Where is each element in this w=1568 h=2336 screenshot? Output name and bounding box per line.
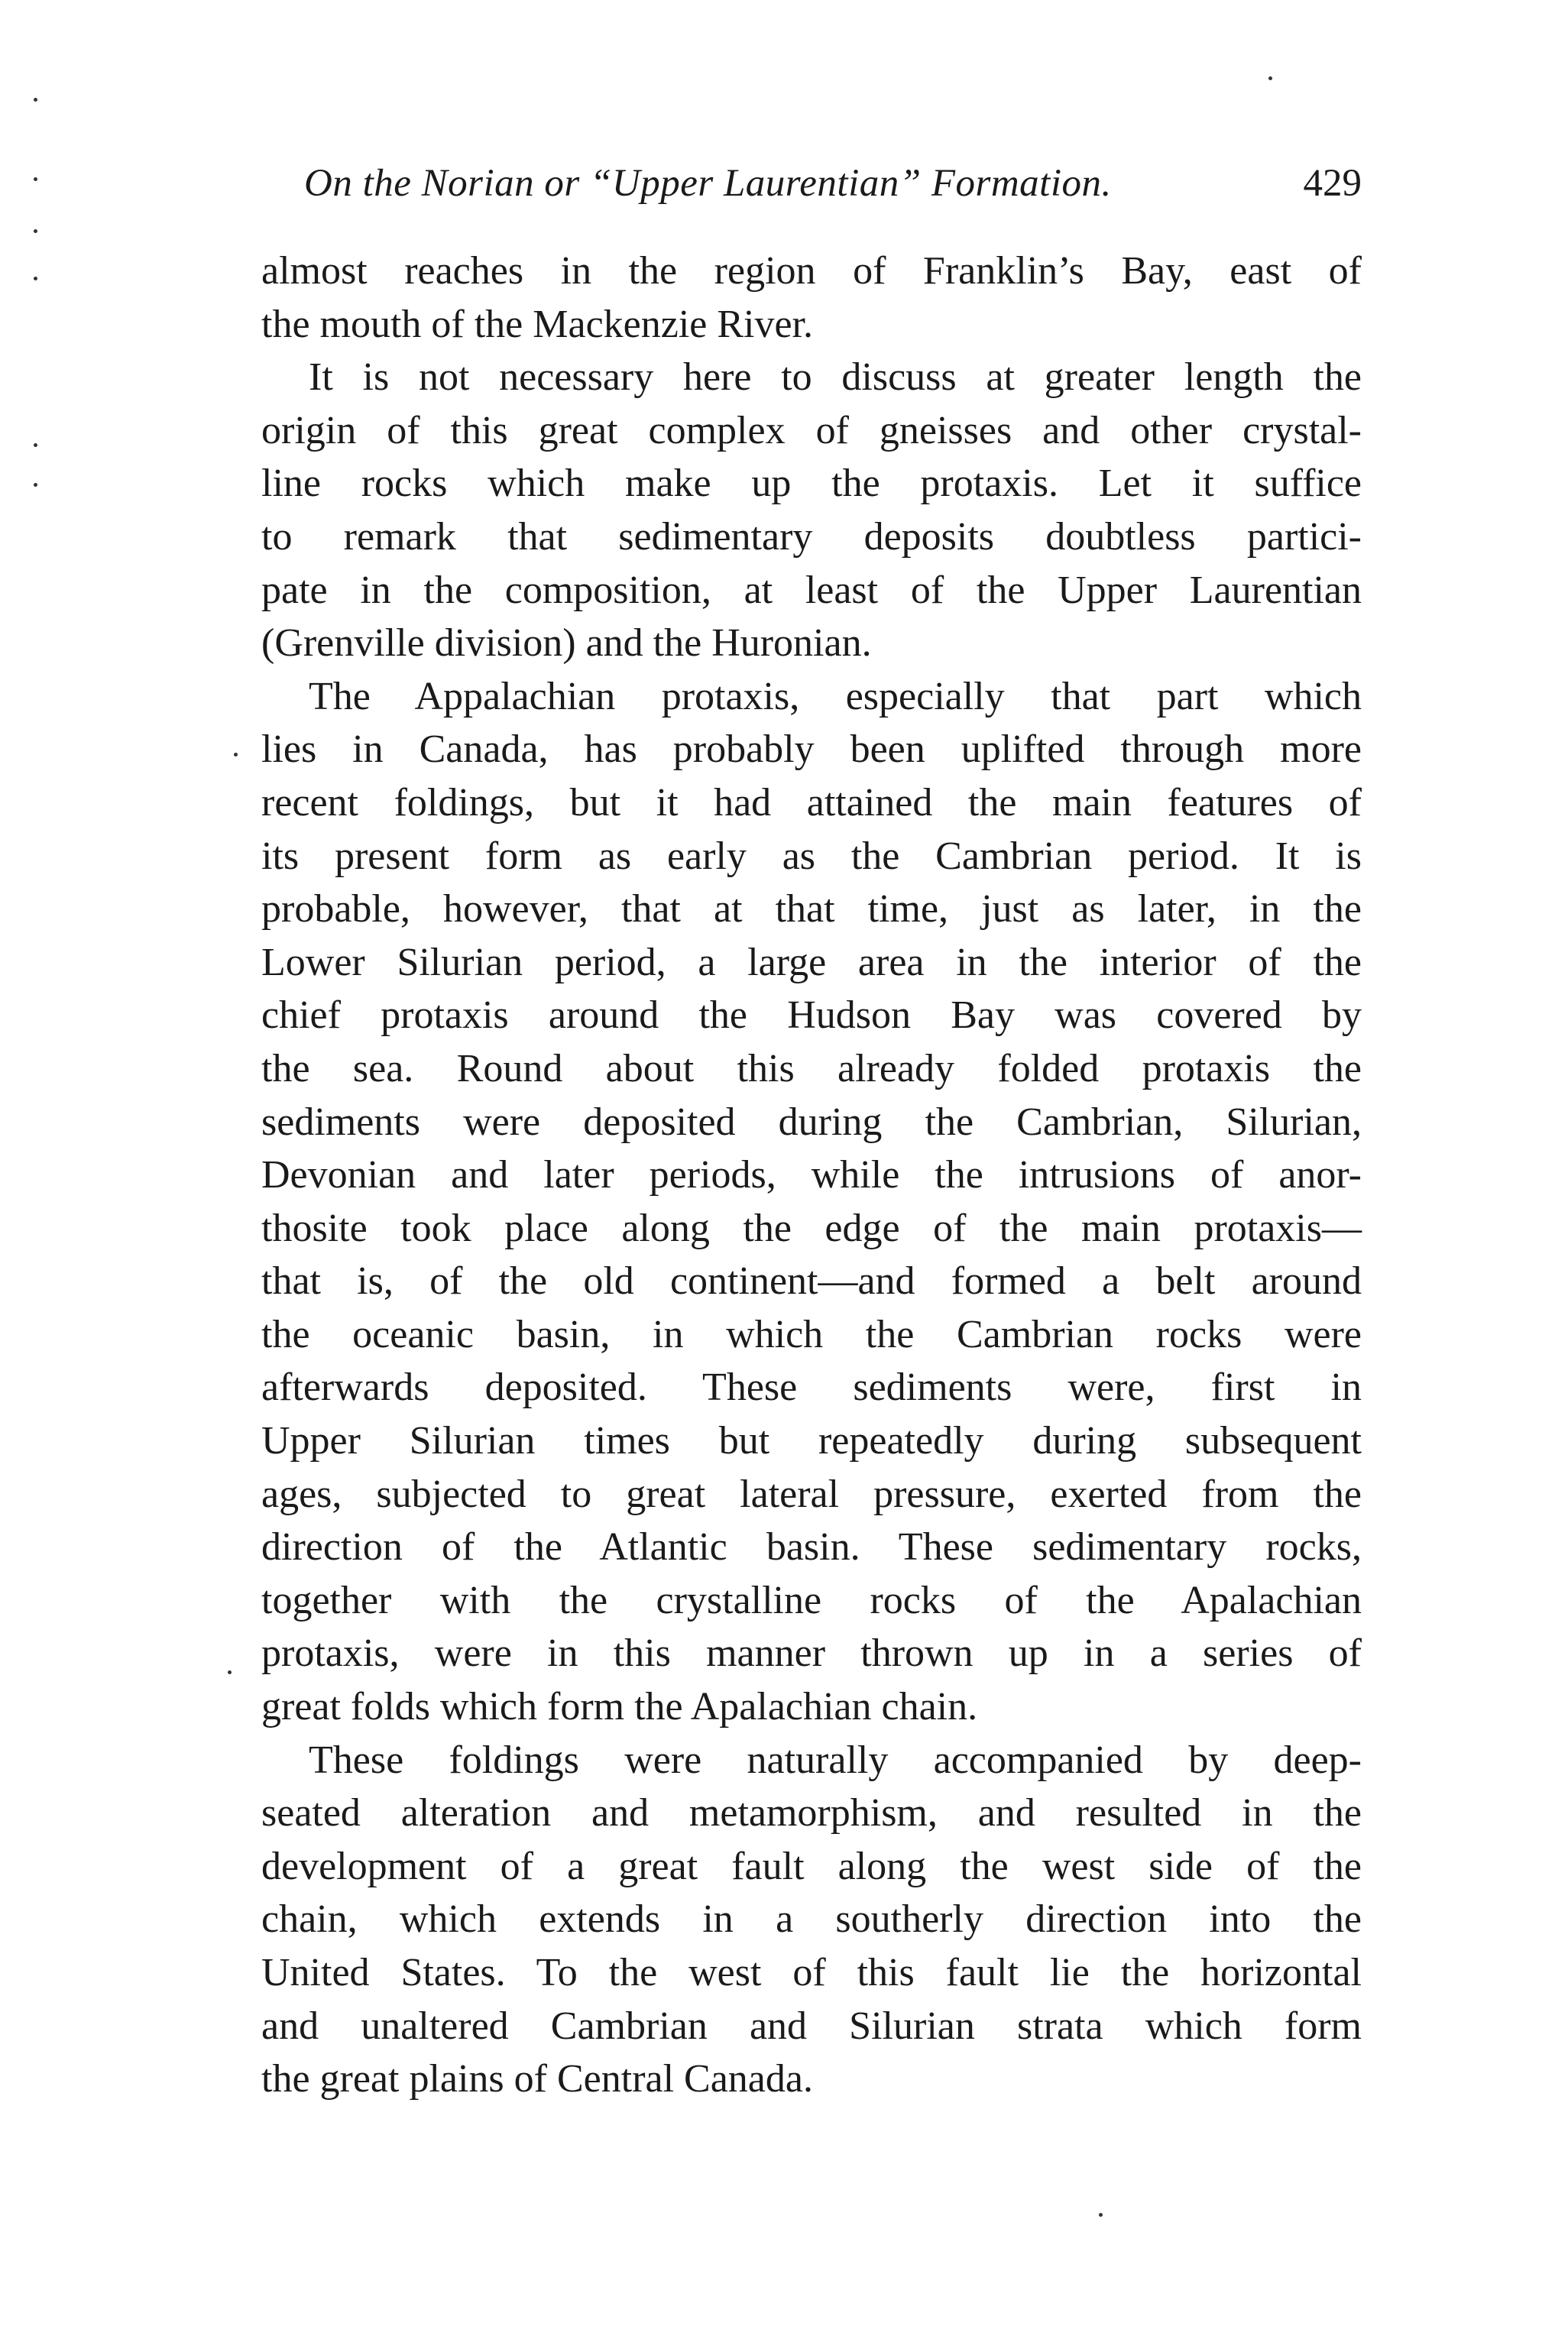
text-line: the sea. Round about this already folded protaxis the xyxy=(261,1046,1362,1090)
text-line: (Grenville division) and the Huronian. xyxy=(261,621,872,666)
scan-speck xyxy=(1099,2213,1103,2217)
scan-speck xyxy=(34,277,37,280)
page-number: 429 xyxy=(1303,162,1362,205)
text-line: and unaltered Cambrian and Silurian strata which form xyxy=(261,2004,1362,2048)
scan-speck xyxy=(228,1670,232,1674)
text-line: the oceanic basin, in which the Cambrian rocks were xyxy=(261,1312,1362,1356)
text-line: to remark that sedimentary deposits doubtless partici- xyxy=(261,514,1362,559)
text-line: ages, subjected to great lateral pressure, exerted from the xyxy=(261,1472,1362,1516)
text-line: origin of this great complex of gneisses and other crystal- xyxy=(261,408,1362,452)
text-line: The Appalachian protaxis, especially that part which xyxy=(309,674,1362,718)
text-line: direction of the Atlantic basin. These sedimentary rocks, xyxy=(261,1525,1362,1570)
text-line: lies in Canada, has probably been uplifted through more xyxy=(261,727,1362,772)
scan-speck xyxy=(34,98,37,102)
text-line: seated alteration and metamorphism, and resulted in the xyxy=(261,1791,1362,1835)
scan-speck xyxy=(34,177,37,181)
text-line: almost reaches in the region of Franklin’s Bay, east of xyxy=(261,249,1362,293)
scan-speck xyxy=(34,483,37,487)
body-text xyxy=(261,245,1362,2106)
text-line: pate in the composition, at least of the Upper Laurentian xyxy=(261,568,1362,612)
text-line: Devonian and later periods, while the intrusions of anor- xyxy=(261,1153,1362,1197)
text-line: Lower Silurian period, a large area in the interior of the xyxy=(261,940,1362,984)
text-line: recent foldings, but it had attained the main features of xyxy=(261,780,1362,825)
text-line: that is, of the old continent—and formed a belt around xyxy=(261,1259,1362,1304)
text-line: chain, which extends in a southerly direction into the xyxy=(261,1897,1362,1942)
text-line: protaxis, were in this manner thrown up in a series of xyxy=(261,1631,1362,1676)
text-line: It is not necessary here to discuss at greater length the xyxy=(309,355,1362,400)
text-line: afterwards deposited. These sediments were, first in xyxy=(261,1366,1362,1410)
text-line: its present form as early as the Cambrian period. It is xyxy=(261,834,1362,878)
text-line: development of a great fault along the west side of the xyxy=(261,1844,1362,1888)
text-line: together with the crystalline rocks of the Apalachian xyxy=(261,1578,1362,1622)
text-line: probable, however, that at that time, just as later, in the xyxy=(261,887,1362,931)
text-line: thosite took place along the edge of the main protaxis— xyxy=(261,1206,1362,1250)
scan-speck xyxy=(1268,76,1272,80)
scan-speck xyxy=(234,753,238,757)
running-head xyxy=(304,157,1362,210)
text-line: Upper Silurian times but repeatedly during subsequent xyxy=(261,1419,1362,1463)
text-line: line rocks which make up the protaxis. Let it suffice xyxy=(261,462,1362,506)
scan-speck xyxy=(34,229,37,233)
scan-speck xyxy=(34,443,37,447)
text-line: United States. To the west of this fault lie the horizontal xyxy=(261,1951,1362,1994)
text-line: chief protaxis around the Hudson Bay was covered by xyxy=(261,993,1362,1038)
running-head-title: On the Norian or “Upper Laurentian” Formation. xyxy=(304,162,1112,205)
text-line: great folds which form the Apalachian chain. xyxy=(261,1685,978,1729)
text-line: sediments were deposited during the Cambrian, Silurian, xyxy=(261,1100,1362,1144)
text-line: the mouth of the Mackenzie River. xyxy=(261,302,814,346)
text-line: the great plains of Central Canada. xyxy=(261,2057,813,2101)
text-line: These foldings were naturally accompanied by deep- xyxy=(309,1738,1362,1782)
